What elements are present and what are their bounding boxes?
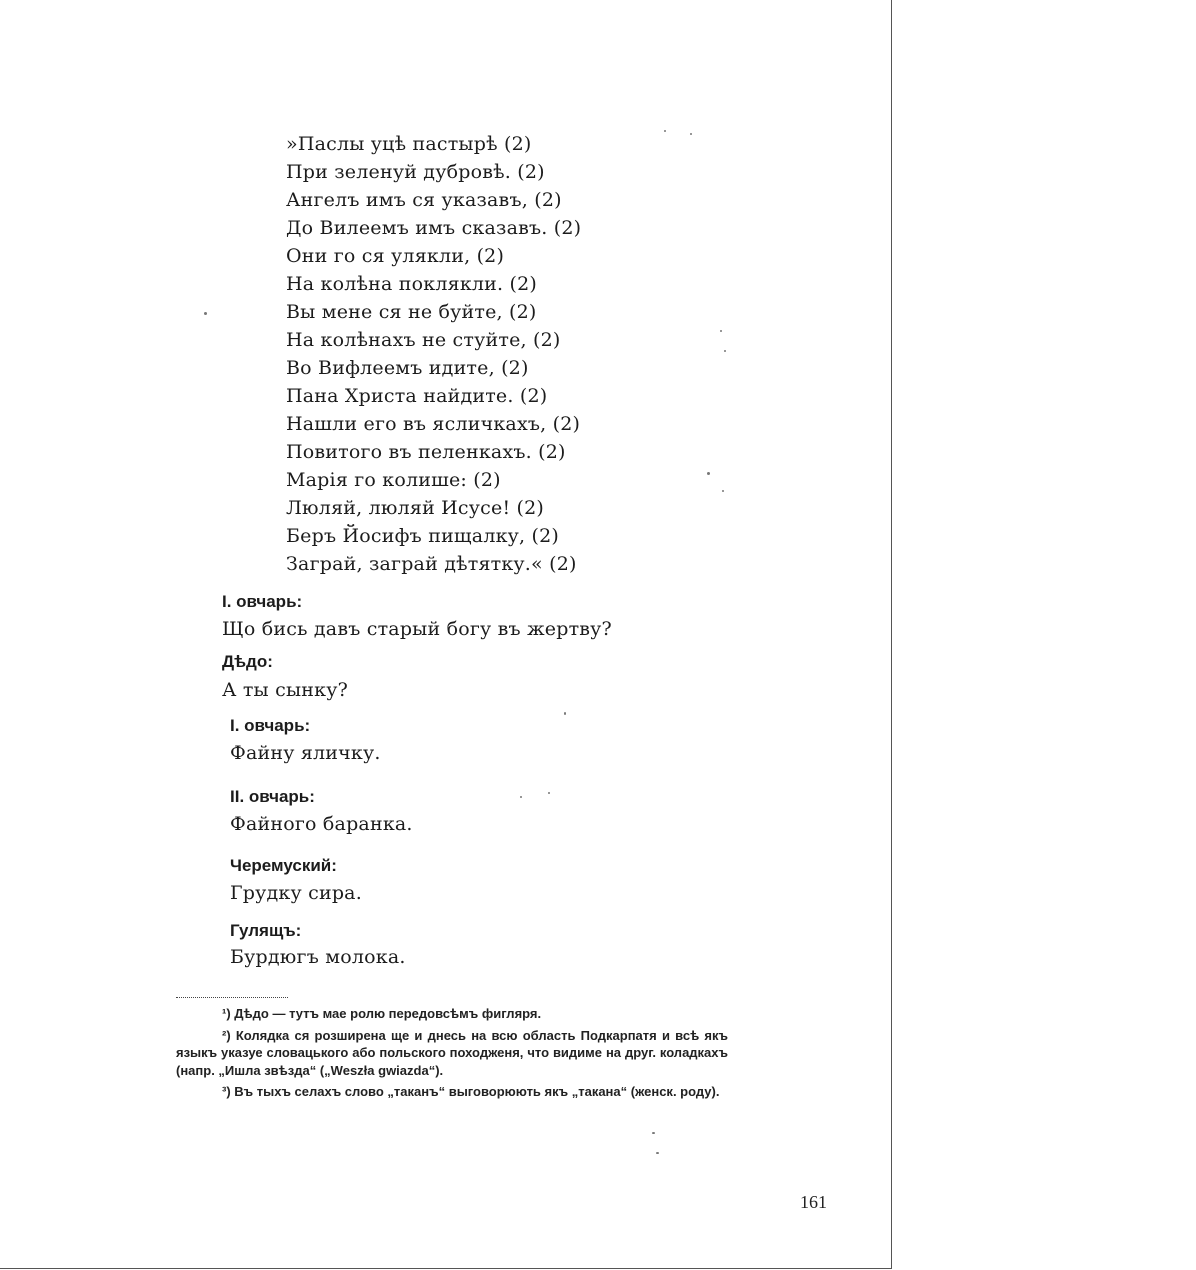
verse-line: »Паслы уцѣ пастырѣ (2) bbox=[286, 133, 532, 155]
verse-line: Пана Христа найдите. (2) bbox=[286, 385, 548, 407]
speech-line: Бурдюгъ молока. bbox=[230, 946, 406, 968]
speech-line: Файну яличку. bbox=[230, 742, 381, 764]
scan-speck bbox=[722, 490, 724, 492]
verse-line: Беръ Йосифъ пищалку, (2) bbox=[286, 525, 560, 547]
verse-line: Марія го колише: (2) bbox=[286, 469, 501, 491]
speech-line: Грудку сира. bbox=[230, 882, 362, 904]
verse-line: Они го ся улякли, (2) bbox=[286, 245, 505, 267]
speaker-label: Гулящъ: bbox=[230, 921, 302, 940]
footnote: ³) Въ тыхъ селахъ слово „таканъ“ выговорюють якъ „такана“ (женск. роду). bbox=[222, 1084, 720, 1099]
verse-line: При зеленуй дубровѣ. (2) bbox=[286, 161, 545, 183]
speaker-label: II. овчарь: bbox=[230, 787, 315, 806]
speech-line: Що бись давъ старый богу въ жертву? bbox=[222, 618, 612, 640]
speaker-label: Черемуский: bbox=[230, 856, 337, 875]
footnote: ²) Колядка ся розширена ще и днесь на всю область Подкарпатя и всѣ якъ языкъ указуе словацького або польского походженя, что видиме на друг. коладкахъ (напр. „Ишла звѣзда“ („Weszła gwiazda“). bbox=[176, 1027, 728, 1078]
speaker-label: I. овчарь: bbox=[222, 592, 303, 611]
scan-speck bbox=[564, 712, 566, 715]
footnote: ¹) Дѣдо — тутъ мае ролю передовсѣмъ фигляря. bbox=[222, 1006, 542, 1021]
verse-line: Во Вифлеемъ идите, (2) bbox=[286, 357, 529, 379]
verse-line: Нашли его въ ясличкахъ, (2) bbox=[286, 413, 581, 435]
scan-speck bbox=[656, 1152, 659, 1154]
scan-speck bbox=[720, 330, 722, 332]
verse-line: Ангелъ имъ ся указавъ, (2) bbox=[286, 189, 562, 211]
scan-speck bbox=[724, 350, 726, 352]
footnotes bbox=[176, 1005, 728, 1105]
verse-line: Повитого въ пеленкахъ. (2) bbox=[286, 441, 566, 463]
scan-speck bbox=[204, 312, 207, 315]
scan-speck bbox=[690, 133, 692, 135]
scan-speck bbox=[520, 796, 522, 798]
scan-speck bbox=[707, 472, 710, 475]
scan-speck bbox=[664, 130, 666, 132]
footnote-divider bbox=[176, 997, 288, 998]
speech-line: А ты сынку? bbox=[222, 679, 348, 701]
scan-speck bbox=[652, 1132, 655, 1134]
scan-speck bbox=[548, 792, 550, 794]
verse-line: Вы мене ся не буйте, (2) bbox=[286, 301, 537, 323]
speech-line: Файного баранка. bbox=[230, 813, 413, 835]
page-number: 161 bbox=[800, 1192, 827, 1212]
verse-line: До Вилеемъ имъ сказавъ. (2) bbox=[286, 217, 582, 239]
verse-line: Люляй, люляй Исусе! (2) bbox=[286, 497, 545, 519]
verse-line: На колѣна поклякли. (2) bbox=[286, 273, 538, 295]
verse-line: На колѣнахъ не стуйте, (2) bbox=[286, 329, 561, 351]
speaker-label: Дѣдо: bbox=[222, 652, 273, 671]
verse-line: Заграй, заграй дѣтятку.« (2) bbox=[286, 553, 577, 575]
carol-verse bbox=[286, 130, 581, 578]
speaker-label: I. овчарь: bbox=[230, 716, 311, 735]
